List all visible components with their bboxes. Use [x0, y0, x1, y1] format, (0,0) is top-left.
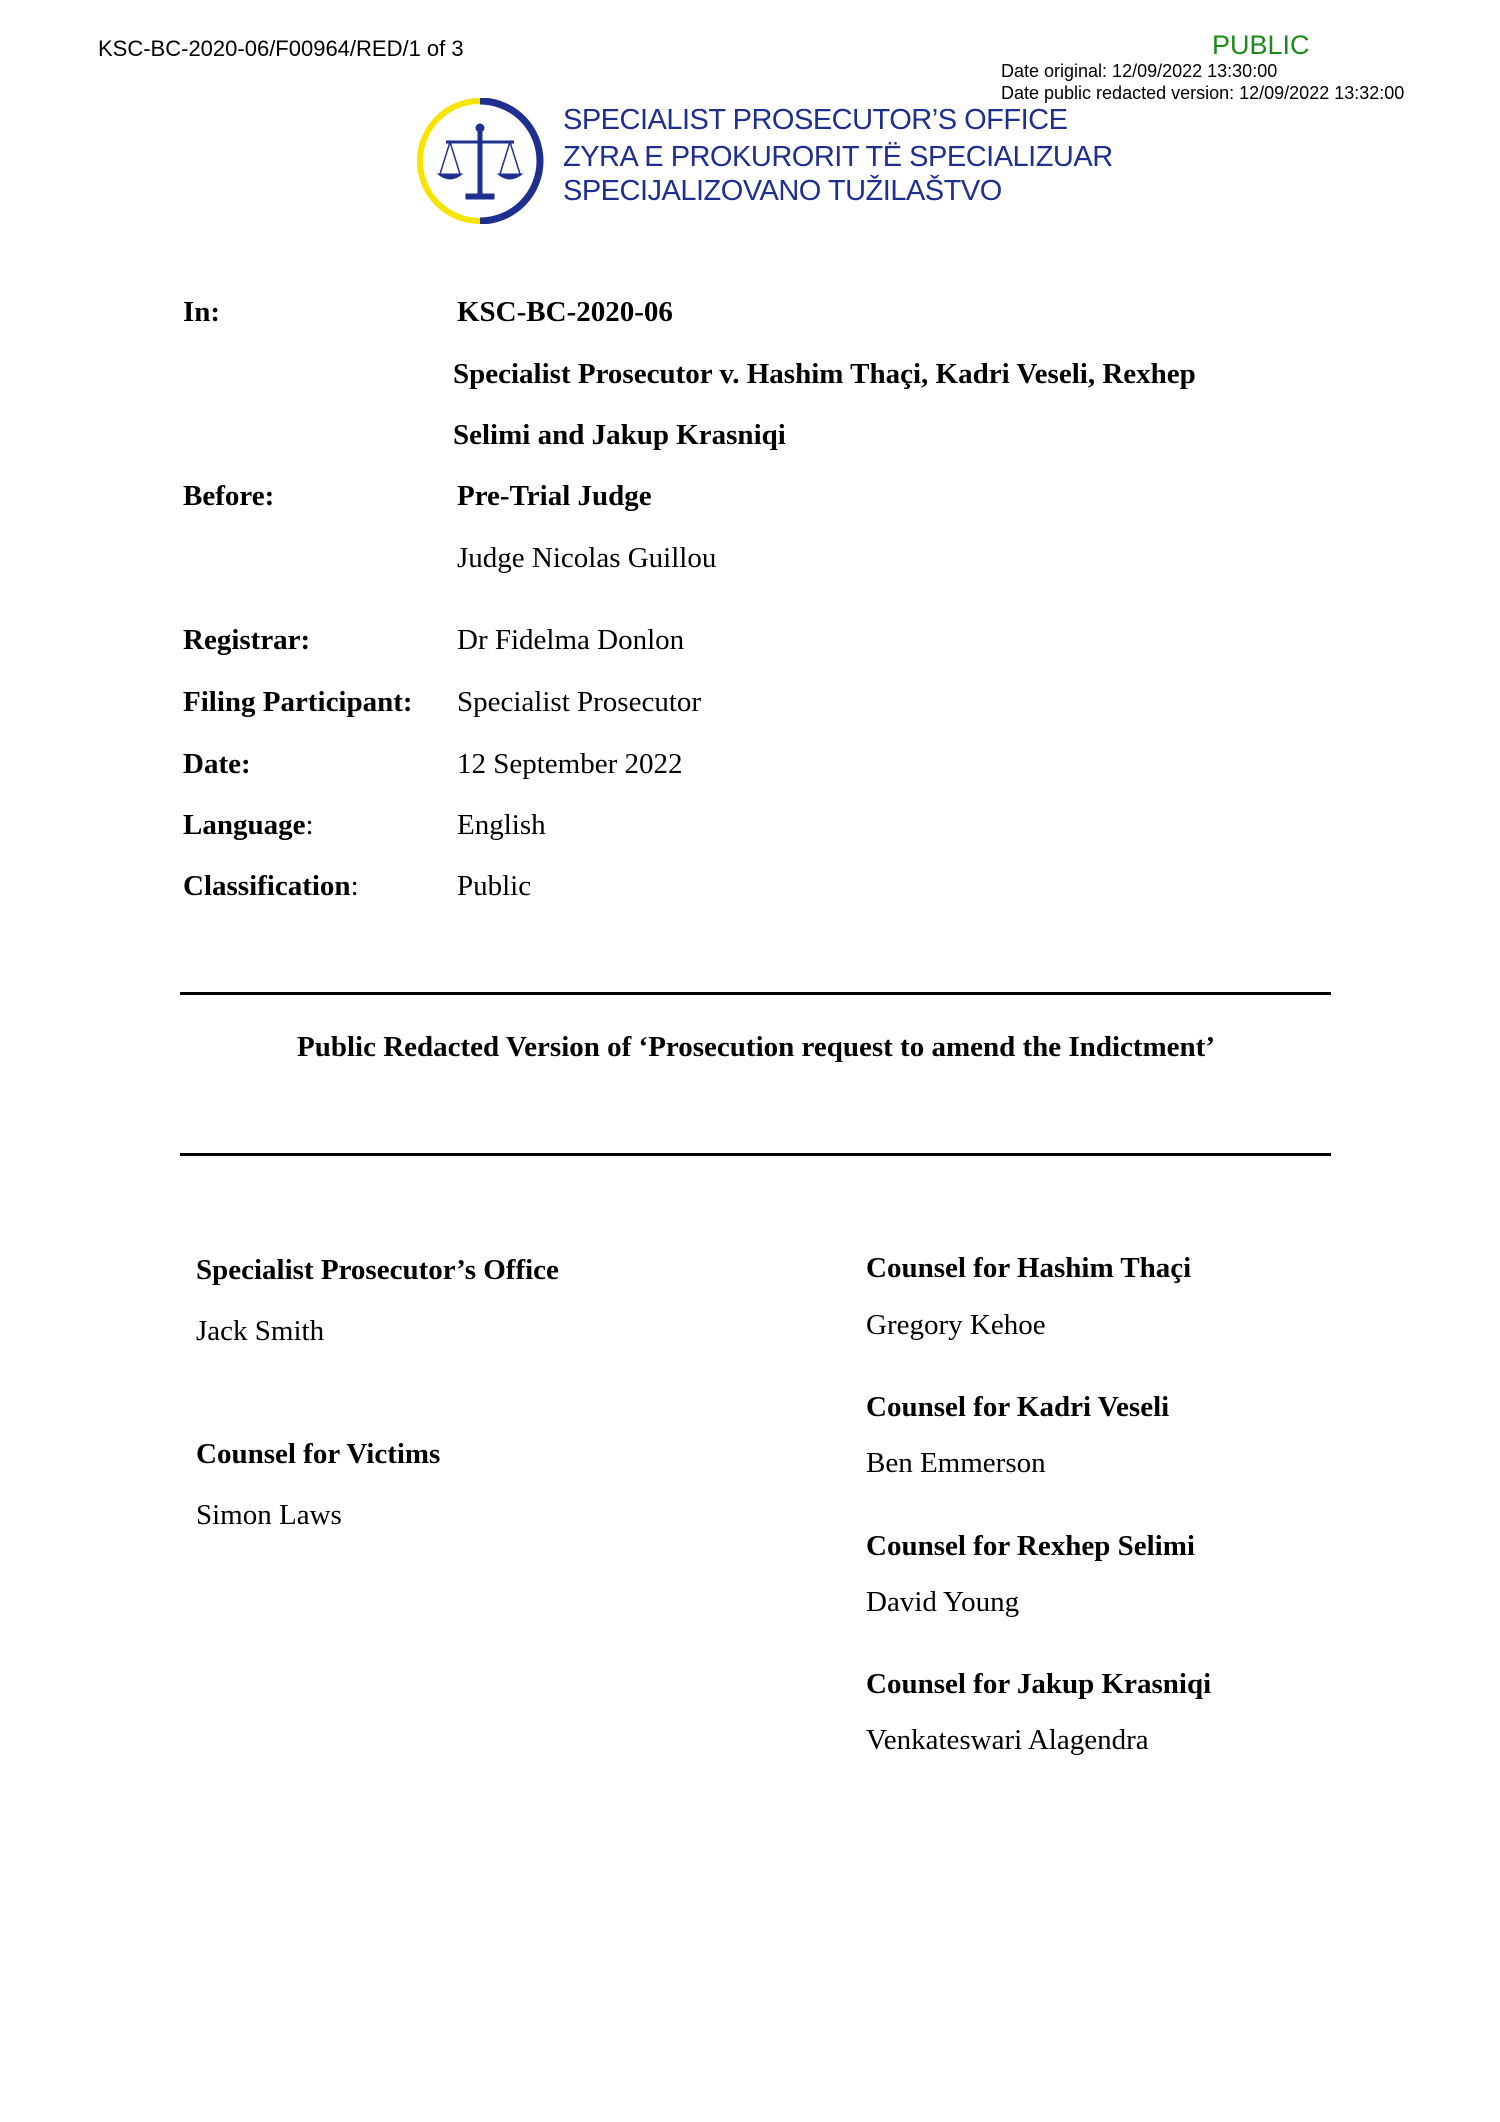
before-label: Before: [183, 480, 275, 512]
party-name: Gregory Kehoe [866, 1309, 1046, 1341]
document-reference: KSC-BC-2020-06/F00964/RED/1 of 3 [98, 36, 464, 61]
date-value: 12 September 2022 [457, 748, 683, 780]
party-heading: Counsel for Kadri Veseli [866, 1391, 1170, 1423]
party-heading: Counsel for Hashim Thaçi [866, 1252, 1192, 1284]
language-value: English [457, 809, 546, 841]
filing-participant-value: Specialist Prosecutor [457, 686, 702, 718]
registrar-value: Dr Fidelma Donlon [457, 624, 685, 656]
date-redacted: Date public redacted version: 12/09/2022 13:32:00 [1001, 83, 1405, 103]
classification-stamp: PUBLIC [1212, 30, 1310, 60]
registrar-label: Registrar: [183, 624, 311, 656]
spo-logo-emblem [416, 98, 544, 229]
colon: : [350, 870, 359, 902]
in-label: In: [183, 296, 221, 328]
case-number: KSC-BC-2020-06 [457, 296, 673, 328]
document-title: Public Redacted Version of ‘Prosecution request to amend the Indictment’ [296, 1031, 1216, 1063]
party-heading: Counsel for Rexhep Selimi [866, 1530, 1195, 1562]
date-label: Date: [183, 748, 251, 780]
classification-label [183, 869, 359, 903]
divider-bottom [180, 1153, 1331, 1156]
colon: : [305, 809, 314, 841]
party-name: David Young [866, 1586, 1020, 1618]
language-label-text: Language [183, 809, 306, 841]
logo-line-english: SPECIALIST PROSECUTOR’S OFFICE [563, 104, 1068, 136]
logo-line-serbian: SPECIJALIZOVANO TUŽILAŠTVO [563, 175, 1002, 207]
party-heading: Counsel for Victims [196, 1438, 441, 1470]
party-name: Jack Smith [196, 1315, 325, 1347]
judge-name: Judge Nicolas Guillou [457, 542, 717, 574]
case-title-line1: Specialist Prosecutor v. Hashim Thaçi, Kadri Veseli, Rexhep [453, 358, 1196, 390]
classification-label-text: Classification [183, 870, 351, 902]
party-heading: Specialist Prosecutor’s Office [196, 1254, 559, 1286]
logo-line-albanian: ZYRA E PROKURORIT TË SPECIALIZUAR [563, 141, 1113, 173]
before-value: Pre-Trial Judge [457, 480, 652, 512]
case-title-line2: Selimi and Jakup Krasniqi [453, 419, 786, 451]
date-original: Date original: 12/09/2022 13:30:00 [1001, 61, 1278, 81]
filing-participant-label: Filing Participant: [183, 686, 413, 718]
party-name: Venkateswari Alagendra [866, 1724, 1149, 1756]
language-label [183, 808, 314, 842]
classification-value: Public [457, 870, 532, 902]
divider-top [180, 992, 1331, 995]
party-heading: Counsel for Jakup Krasniqi [866, 1668, 1212, 1700]
party-name: Simon Laws [196, 1499, 342, 1531]
party-name: Ben Emmerson [866, 1447, 1046, 1479]
